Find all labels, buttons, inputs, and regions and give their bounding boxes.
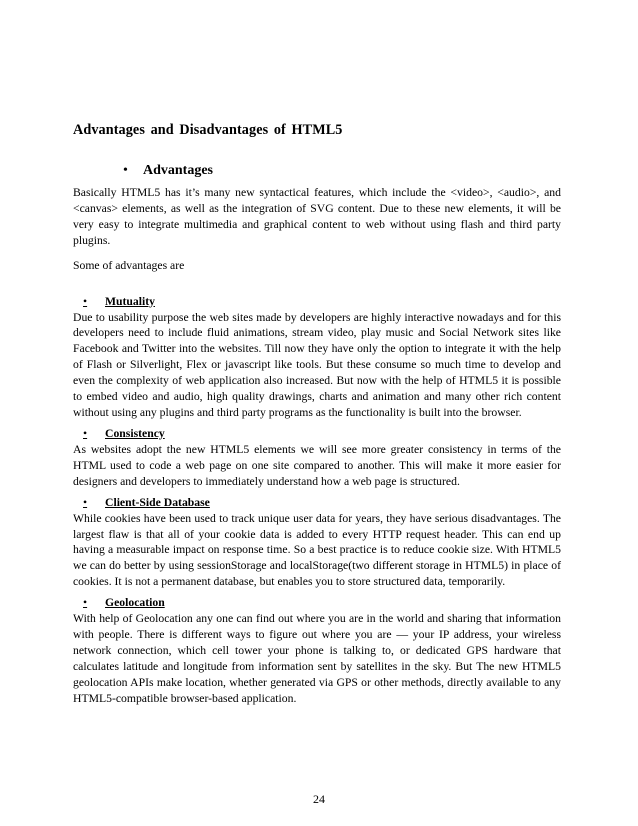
item-heading	[73, 595, 561, 610]
advantage-item-consistency	[73, 426, 561, 490]
page-title: Advantages and Disadvantages of HTML5	[73, 122, 343, 138]
item-heading-label: Geolocation	[105, 596, 165, 610]
bullet-icon: •	[83, 426, 88, 440]
advantage-item-mutuality	[73, 294, 561, 421]
bullet-icon: •	[83, 495, 88, 509]
item-heading	[73, 495, 561, 510]
item-heading-label: Client-Side Database	[105, 495, 210, 509]
item-body: While cookies have been used to track unique user data for years, they have serious disadvantages. The largest flaw is that all of your cookie data is added to every HTTP request header. This can end up having a measurable impact on response time. So a best practice is to reduce cookie size. With HTML5 we can do better by using sessionStorage and localStorage(two different storage in HTML5) in place of cookies. It is not a permanent database, but enables you to store structured data, temporarily.	[73, 511, 561, 589]
advantages-heading-label: Advantages	[143, 163, 214, 178]
item-body: Due to usability purpose the web sites made by developers are highly interactive nowadays and for this developers need to include fluid animations, stream video, play music and Social Network sites like Facebook and Twitter into the websites. Till now they have only the option to integrate it with the help of Flash or Silverlight, Flex or javascript like tools. But these consume so much time to develop and even the complexity of web application also increased. But now with the help of HTML5 it is possible to embed video and audio, high quality drawings, charts and animation and many other rich content without using any plugins and third party programs as the functionality is built into the browser.	[73, 310, 561, 419]
item-body: With help of Geolocation any one can find out where you are in the world and sharing that information with people. There is different ways to figure out where you are — your IP address, your wireless network connection, which cell tower your phone is talking to, or dedicated GPS hardware that calculates latitude and longitude from information sent by satellites in the sky. But The new HTML5 geolocation APIs make location, whether generated via GPS or other methods, directly available to any HTML5-compatible browser-based application.	[73, 612, 561, 705]
advantages-heading	[73, 163, 561, 179]
advantage-item-client-side-database	[73, 495, 561, 591]
item-heading	[73, 294, 561, 309]
item-heading-label: Mutuality	[105, 294, 155, 308]
item-heading	[73, 426, 561, 441]
bullet-icon: •	[83, 596, 88, 610]
bullet-icon: •	[123, 163, 128, 178]
intro-paragraph: Basically HTML5 has it’s many new syntactical features, which include the <video>, <audio>, and <canvas> elements, as well as the integration of SVG content. Due to these new elements, it will be very easy to integrate multimedia and graphical content to web without using flash and third party plugins.	[73, 186, 561, 247]
item-body: As websites adopt the new HTML5 elements we will see more greater consistency in terms of the HTML used to code a web page on one site compared to another. This will make it more easier for designers and developers to immediately understand how a web page is structured.	[73, 442, 561, 488]
advantage-item-geolocation	[73, 595, 561, 706]
document-page	[73, 122, 561, 712]
bullet-icon: •	[83, 294, 88, 308]
some-advantages-text: Some of advantages are	[73, 258, 185, 272]
item-heading-label: Consistency	[105, 426, 165, 440]
page-number: 24	[313, 792, 325, 806]
